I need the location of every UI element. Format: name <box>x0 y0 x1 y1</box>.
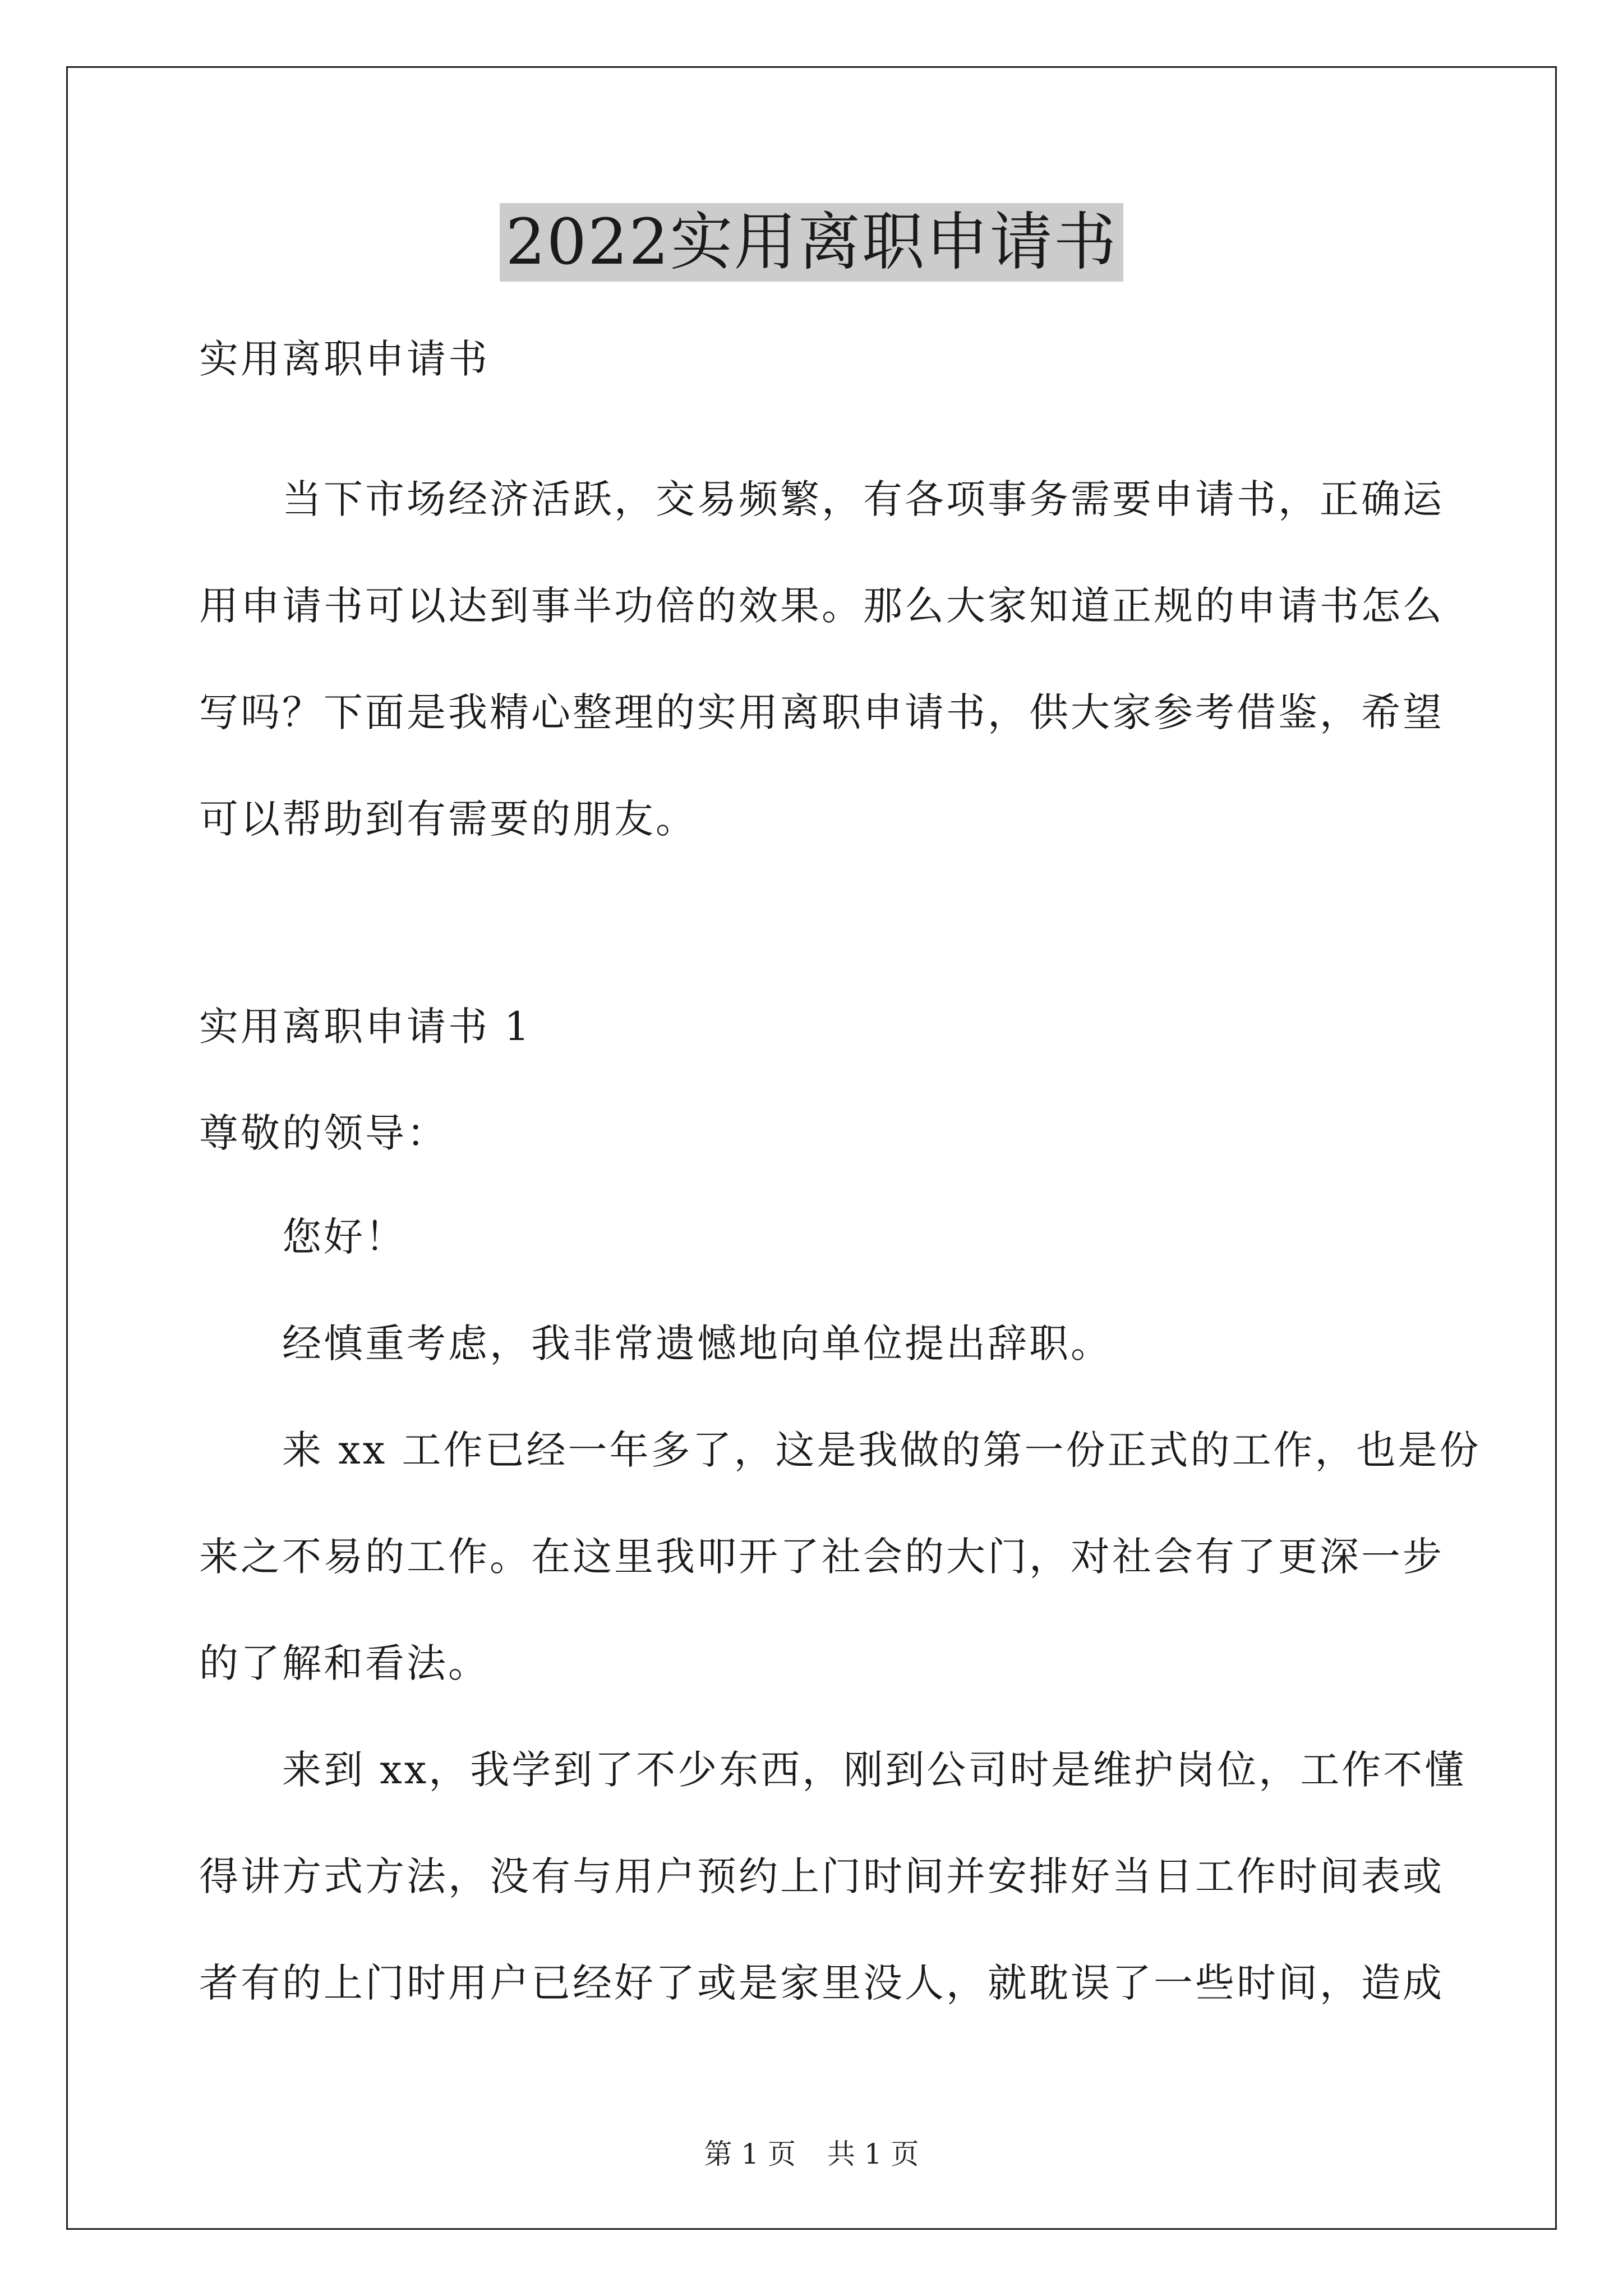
paragraph-line: 来 xx 工作已经一年多了，这是我做的第一份正式的工作，也是份 <box>199 1427 1481 1473</box>
intro-line: 写吗？下面是我精心整理的实用离职申请书，供大家参考借鉴，希望 <box>199 689 1444 735</box>
page-footer <box>0 2137 1623 2171</box>
greeting: 您好！ <box>199 1214 407 1260</box>
page-number: 第 1 页 <box>704 2138 796 2170</box>
document-title <box>0 203 1623 282</box>
section-heading: 实用离职申请书 1 <box>199 1004 532 1050</box>
paragraph-line: 得讲方式方法，没有与用户预约上门时间并安排好当日工作时间表或 <box>199 1853 1444 1899</box>
intro-line: 可以帮助到有需要的朋友。 <box>199 796 697 842</box>
intro-line: 用申请书可以达到事半功倍的效果。那么大家知道正规的申请书怎么 <box>199 583 1444 629</box>
paragraph: 经慎重考虑，我非常遗憾地向单位提出辞职。 <box>199 1320 1112 1366</box>
salutation: 尊敬的领导： <box>199 1110 448 1156</box>
document-title-text: 2022实用离职申请书 <box>500 203 1123 282</box>
paragraph-line: 的了解和看法。 <box>199 1640 490 1686</box>
page-total: 共 1 页 <box>827 2138 919 2170</box>
intro-line: 当下市场经济活跃，交易频繁，有各项事务需要申请书，正确运 <box>199 476 1444 522</box>
paragraph-line: 来之不易的工作。在这里我叩开了社会的大门，对社会有了更深一步 <box>199 1534 1444 1580</box>
paragraph-line: 来到 xx，我学到了不少东西，刚到公司时是维护岗位，工作不懂 <box>199 1747 1467 1793</box>
paragraph-line: 者有的上门时用户已经好了或是家里没人，就耽误了一些时间，造成 <box>199 1960 1444 2006</box>
subtitle: 实用离职申请书 <box>199 336 490 382</box>
